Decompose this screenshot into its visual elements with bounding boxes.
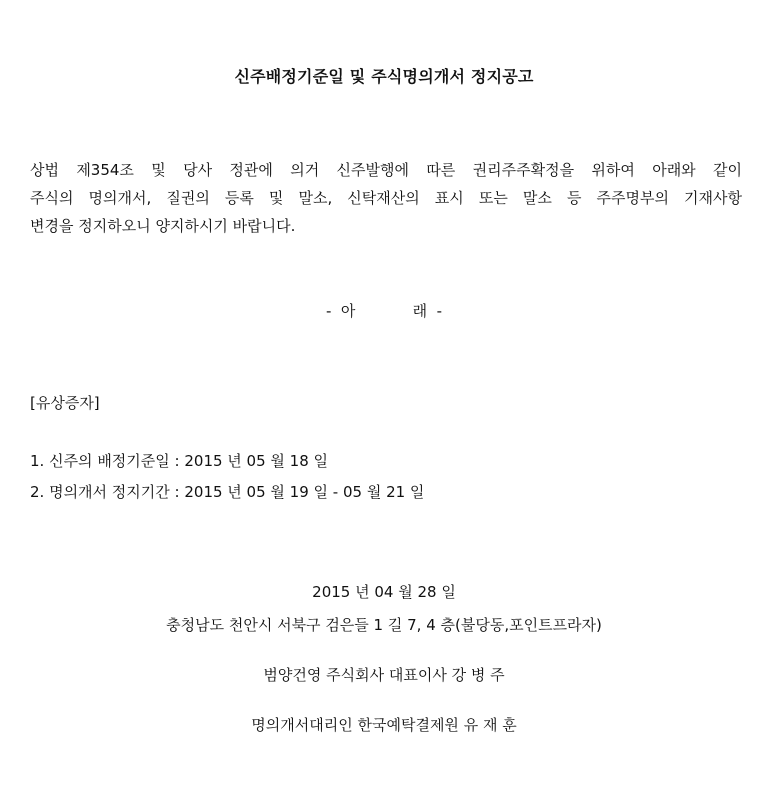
section-label: [유상증자] bbox=[30, 394, 100, 412]
transfer-agent: 명의개서대리인 한국예탁결제원 유 재 훈 bbox=[251, 716, 517, 734]
notice-date: 2015 년 04 월 28 일 bbox=[312, 583, 456, 601]
body-line: 변경을 정지하오니 양지하시기 바랍니다. bbox=[30, 217, 296, 235]
notice-body bbox=[30, 156, 742, 240]
body-line: 상법 제354조 및 당사 정관에 의거 신주발행에 따른 권리주주확정을 위하여 아래와 같이 bbox=[30, 161, 742, 179]
company-address: 충청남도 천안시 서북구 검은들 1 길 7, 4 층(불당동,포인트프라자) bbox=[166, 616, 602, 634]
company-representative: 범양건영 주식회사 대표이사 강 병 주 bbox=[263, 666, 505, 684]
list-item: 1. 신주의 배정기준일 : 2015 년 05 월 18 일 bbox=[30, 452, 329, 470]
ah-rae-heading: - 아 래 - bbox=[325, 302, 443, 320]
body-line: 주식의 명의개서, 질권의 등록 및 말소, 신탁재산의 표시 또는 말소 등 주주명부의 기재사항 bbox=[30, 189, 742, 207]
notice-title: 신주배정기준일 및 주식명의개서 정지공고 bbox=[234, 67, 534, 86]
list-item: 2. 명의개서 정지기간 : 2015 년 05 월 19 일 - 05 월 21 일 bbox=[30, 483, 425, 501]
